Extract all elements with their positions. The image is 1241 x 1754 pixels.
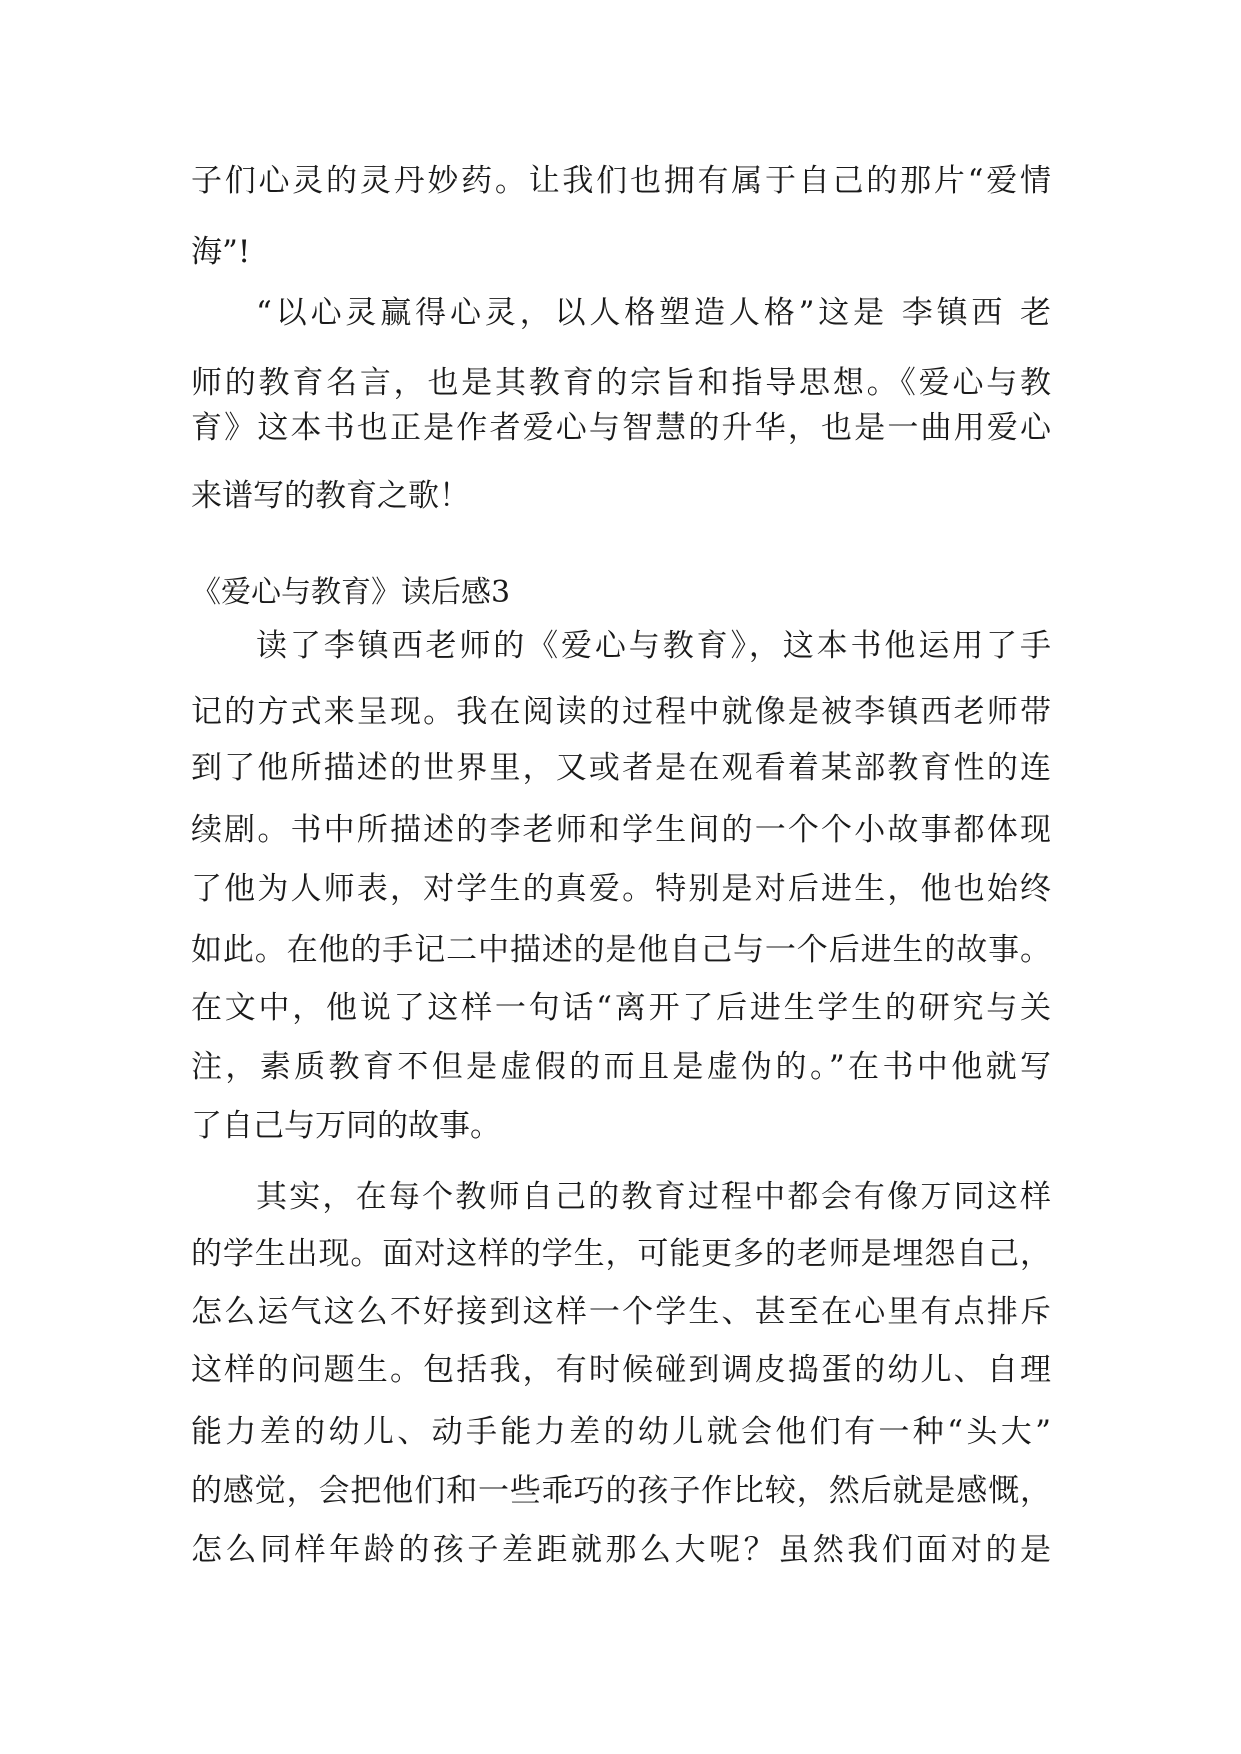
text-line: 如此。在他的手记二中描述的是他自己与一个后进生的故事。 [191, 932, 1051, 968]
text-line: 读了李镇西老师的《爱心与教育》，这本书他运用了手 [256, 628, 1051, 664]
text-line: 的学生出现。面对这样的学生，可能更多的老师是埋怨自己， [191, 1236, 1051, 1272]
text-line: “以心灵赢得心灵，以人格塑造人格”这是 李镇西 老 [256, 295, 1051, 331]
text-line: 怎么同样年龄的孩子差距就那么大呢？虽然我们面对的是 [191, 1532, 1051, 1568]
text-line: 来谱写的教育之歌！ [191, 478, 470, 514]
text-line: 续剧。书中所描述的李老师和学生间的一个个小故事都体现 [191, 812, 1051, 848]
text-line: 怎么运气这么不好接到这样一个学生、甚至在心里有点排斥 [191, 1294, 1051, 1330]
text-line: 记的方式来呈现。我在阅读的过程中就像是被李镇西老师带 [191, 694, 1051, 730]
section-heading: 《爱心与教育》读后感3 [191, 575, 511, 610]
text-line: 其实，在每个教师自己的教育过程中都会有像万同这样 [256, 1179, 1051, 1215]
text-line: 了他为人师表，对学生的真爱。特别是对后进生，他也始终 [191, 871, 1051, 907]
text-line: 的感觉，会把他们和一些乖巧的孩子作比较，然后就是感慨， [191, 1473, 1051, 1509]
text-line: 海”! [191, 234, 251, 270]
text-line: 了自己与万同的故事。 [191, 1108, 501, 1144]
text-line: 到了他所描述的世界里，又或者是在观看着某部教育性的连 [191, 750, 1051, 786]
text-line: 育》这本书也正是作者爱心与智慧的升华，也是一曲用爱心 [191, 410, 1051, 446]
text-line: 师的教育名言，也是其教育的宗旨和指导思想。《爱心与教 [191, 365, 1051, 401]
text-line: 子们心灵的灵丹妙药。让我们也拥有属于自己的那片“爱情 [191, 163, 1051, 199]
text-line: 注，素质教育不但是虚假的而且是虚伪的。”在书中他就写 [191, 1049, 1051, 1085]
text-line: 在文中，他说了这样一句话“离开了后进生学生的研究与关 [191, 990, 1051, 1026]
text-line: 这样的问题生。包括我，有时候碰到调皮捣蛋的幼儿、自理 [191, 1352, 1051, 1388]
text-line: 能力差的幼儿、动手能力差的幼儿就会他们有一种“头大” [191, 1414, 1051, 1450]
